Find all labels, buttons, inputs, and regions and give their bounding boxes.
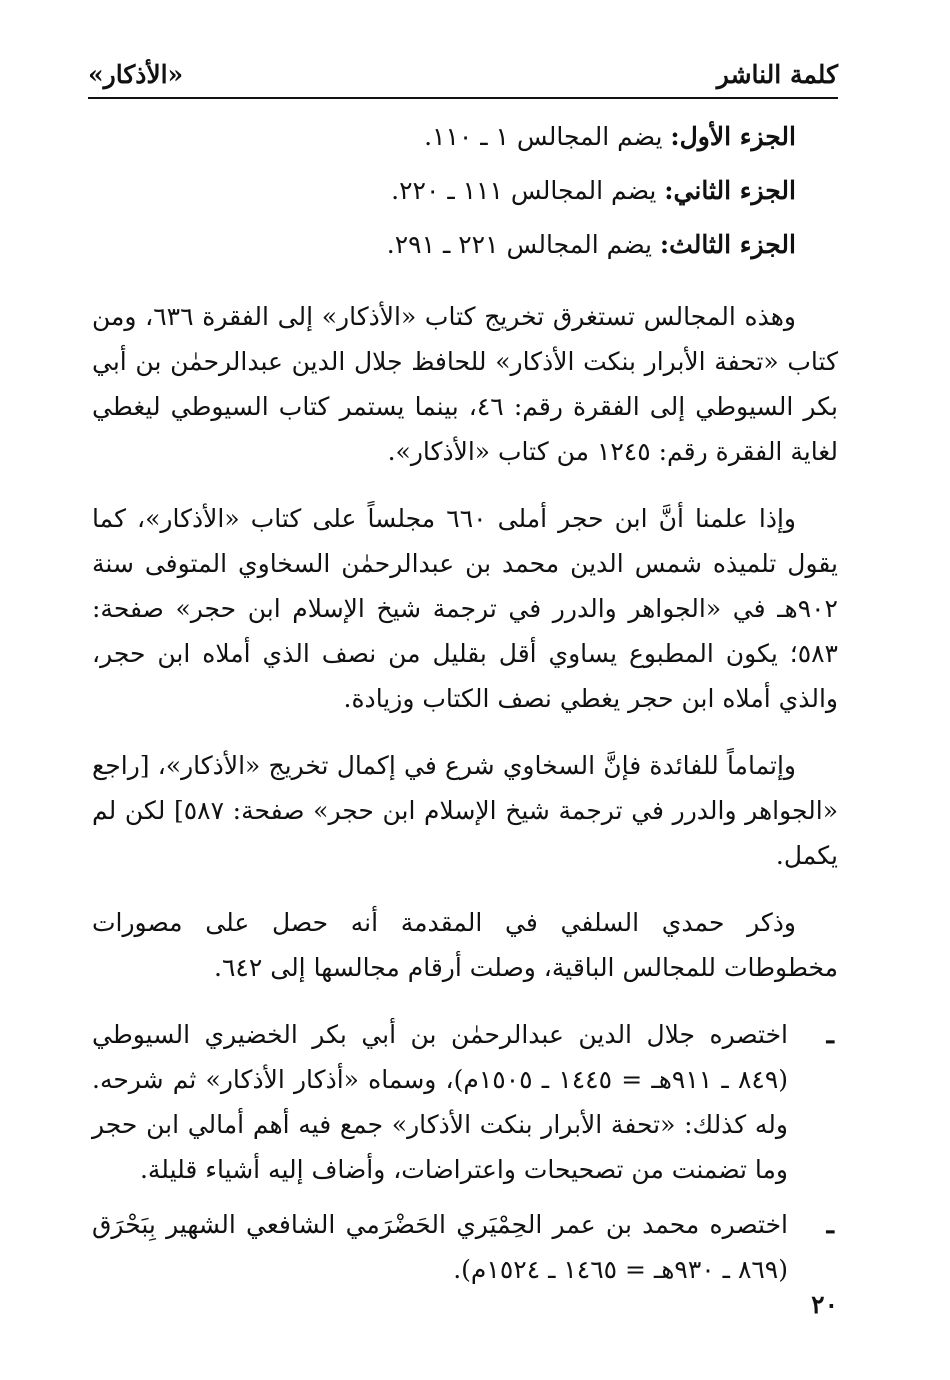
dash-bullet-icon: ـ xyxy=(826,1210,834,1239)
part-line-1 xyxy=(92,110,796,164)
part-label: الجزء الأول: xyxy=(670,122,796,151)
header-section-title: كلمة الناشر xyxy=(716,59,838,89)
dash-bullet-icon: ـ xyxy=(826,1020,834,1049)
header-book-title: «الأذكار» xyxy=(88,59,184,89)
paragraph-coverage: وهذه المجالس تستغرق تخريج كتاب «الأذكار» إلى الفقرة ٦٣٦، ومن كتاب «تحفة الأبرار بنكت الأذكار» للحافظ جلال الدين عبدالرحمٰن بن أبي بكر السيوطي إلى الفقرة رقم: ٤٦، بينما يستمر كتاب السيوطي ليغطي لغاية الفقرة رقم: ١٢٤٥ من كتاب «الأذكار». xyxy=(92,302,838,466)
part-label: الجزء الثاني: xyxy=(664,176,796,205)
part-line-3 xyxy=(92,218,796,272)
part-label: الجزء الثالث: xyxy=(659,230,796,259)
part-description: يضم المجالس ٢٢١ ـ ٢٩١. xyxy=(386,230,660,259)
page-body xyxy=(92,110,838,1302)
list-item xyxy=(92,1202,838,1292)
list-item-text: اختصره جلال الدين عبدالرحمٰن بن أبي بكر الخضيري السيوطي (٨٤٩ ـ ٩١١هـ = ١٤٤٥ ـ ١٥٠٥م)، وسماه «أذكار الأذكار» ثم شرحه. وله كذلك: «تحفة الأبرار بنكت الأذكار» جمع فيه أهم أمالي ابن حجر وما تضمنت من تصحيحات واعتراضات، وأضاف إليه أشياء قليلة. xyxy=(92,1020,789,1184)
list-item xyxy=(92,1012,838,1192)
part-line-2 xyxy=(92,164,796,218)
list-item-text: اختصره محمد بن عمر الحِمْيَري الحَضْرَمي الشافعي الشهير بِبَحْرَق (٨٦٩ ـ ٩٣٠هـ = ١٤٦٥ ـ ١٥٢٤م). xyxy=(92,1210,788,1284)
paragraph-manuscripts: وذكر حمدي السلفي في المقدمة أنه حصل على مصورات مخطوطات للمجالس الباقية، وصلت أرقام مجالسها إلى ٦٤٢. xyxy=(92,908,838,982)
paragraph-dictated-sessions: وإذا علمنا أنَّ ابن حجر أملى ٦٦٠ مجلساً على كتاب «الأذكار»، كما يقول تلميذه شمس الدين محمد بن عبدالرحمٰن السخاوي المتوفى سنة ٩٠٢هـ في «الجواهر والدرر في ترجمة شيخ الإسلام ابن حجر» صفحة: ٥٨٣؛ يكون المطبوع يساوي أقل بقليل من نصف الذي أملاه ابن حجر، والذي أملاه ابن حجر يغطي نصف الكتاب وزيادة. xyxy=(92,504,838,713)
part-description: يضم المجالس ١ ـ ١١٠. xyxy=(424,122,671,151)
running-header xyxy=(88,52,838,96)
abridgements-list xyxy=(92,1012,838,1292)
header-divider xyxy=(88,97,838,99)
part-description: يضم المجالس ١١١ ـ ٢٢٠. xyxy=(391,176,665,205)
paragraph-sakhawi: وإتماماً للفائدة فإنَّ السخاوي شرع في إكمال تخريج «الأذكار»، [راجع «الجواهر والدرر في ترجمة شيخ الإسلام ابن حجر» صفحة: ٥٨٧] لكن لم يكمل. xyxy=(92,751,838,870)
parts-list xyxy=(92,110,838,272)
page-number: ٢٠ xyxy=(811,1290,838,1319)
